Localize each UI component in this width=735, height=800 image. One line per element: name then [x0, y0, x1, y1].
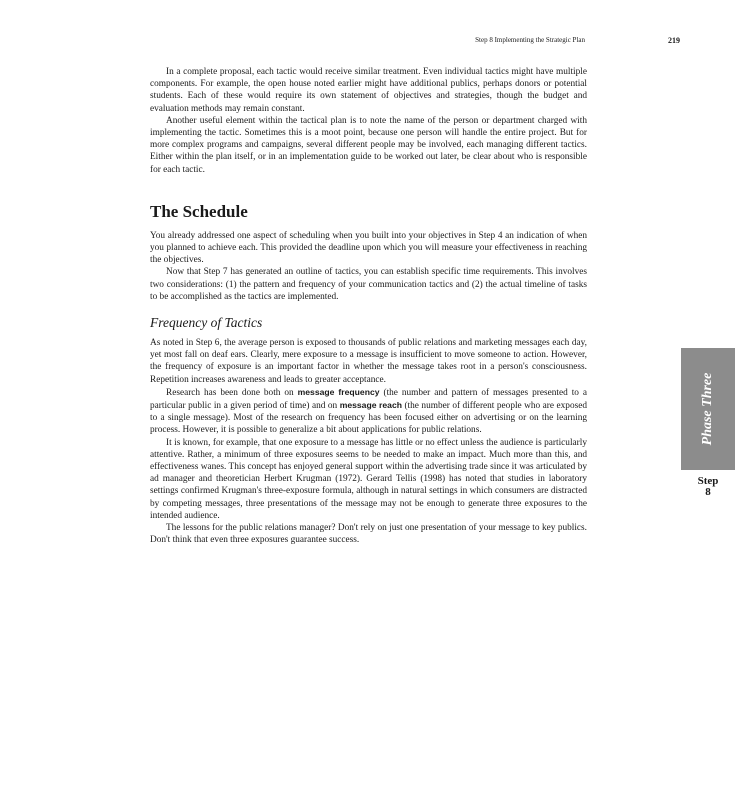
step-number: 8: [705, 486, 711, 498]
body-paragraph: You already addressed one aspect of scheduling when you built into your objectives in Step 4 an indication of when you planned to achieve each. This provided the deadline upon which you will measure your effectiveness in reaching the objectives.: [150, 230, 587, 266]
step-marker: [681, 476, 735, 498]
running-head: Step 8 Implementing the Strategic Plan: [475, 36, 585, 44]
body-paragraph: As noted in Step 6, the average person is exposed to thousands of public relations and marketing messages each day, yet most fall on deaf ears. Clearly, mere exposure to a message is insufficient to move someone to action. However, the frequency of exposure is an important factor in whether the message takes root in a person's consciousness. Repetition increases awareness and leads to greater acceptance.: [150, 338, 587, 385]
page-body: [150, 66, 587, 547]
section-title-schedule: The Schedule: [150, 201, 248, 221]
term-message-frequency: message frequency: [297, 386, 380, 397]
term-message-reach: message reach: [339, 400, 402, 411]
text-run: (the number and pattern of messages presented to a particular public in a given period of time) and on: [150, 387, 588, 412]
page-header: [150, 36, 680, 50]
body-paragraph: Now that Step 7 has generated an outline of tactics, you can establish specific time requirements. This involves two considerations: (1) the pattern and frequency of your communication tactics and (2) the actual timeline of tasks to be accomplished as the tactics are implemented.: [150, 267, 587, 302]
body-paragraph: In a complete proposal, each tactic would receive similar treatment. Even individual tactics might have multiple components. For example, the open house noted earlier might have additional publics, perhaps donors or potential students. Each of these would require its own statement of objectives and strategies, though the budget and evaluation methods may remain constant.: [150, 67, 587, 114]
body-paragraph: It is known, for example, that one exposure to a message has little or no effect unless the audience is particularly attentive. Rather, a minimum of three exposures seems to be needed to make an impact. Much more than this, and effectiveness wanes. This concept has enjoyed general support within the advertising trade since it was articulated by ad manager and theoretician Herbert Krugman (1972). Gerard Tellis (1998) has noted that studies in laboratory settings confirmed Krugman's three-exposure formula, although in natural settings in which consumers are distracted by competing messages, three presentations of the message may not be enough to generate three exposures to the intended audience.: [150, 437, 587, 521]
body-paragraph: Another useful element within the tactical plan is to note the name of the person or department charged with implementing the tactic. Sometimes this is a moot point, because one person will handle the entire project. But for more complex programs and campaigns, several different people may be involved, each managing different tactics. Either within the plan itself, or in an implementation guide to be worked out later, be clear about who is responsible for each tactic.: [150, 115, 587, 175]
phase-tab-label: Phase Three: [700, 372, 715, 446]
text-run: (the number of different people who are exposed to a single message). Most of the research on frequency has been focused either on advertising or on the learning process. However, it is possible to generalize a bit about applications for public relations.: [150, 401, 587, 436]
body-paragraph: [150, 386, 587, 437]
step-label: Step: [697, 475, 719, 487]
text-run: Research has been done both on: [166, 387, 298, 398]
subsection-title-frequency: Frequency of Tactics: [150, 315, 263, 331]
page-number: 219: [668, 36, 680, 45]
phase-tab: [681, 348, 735, 470]
body-paragraph: The lessons for the public relations manager? Don't rely on just one presentation of your message to key publics. Don't think that even three exposures guarantee success.: [150, 523, 587, 546]
